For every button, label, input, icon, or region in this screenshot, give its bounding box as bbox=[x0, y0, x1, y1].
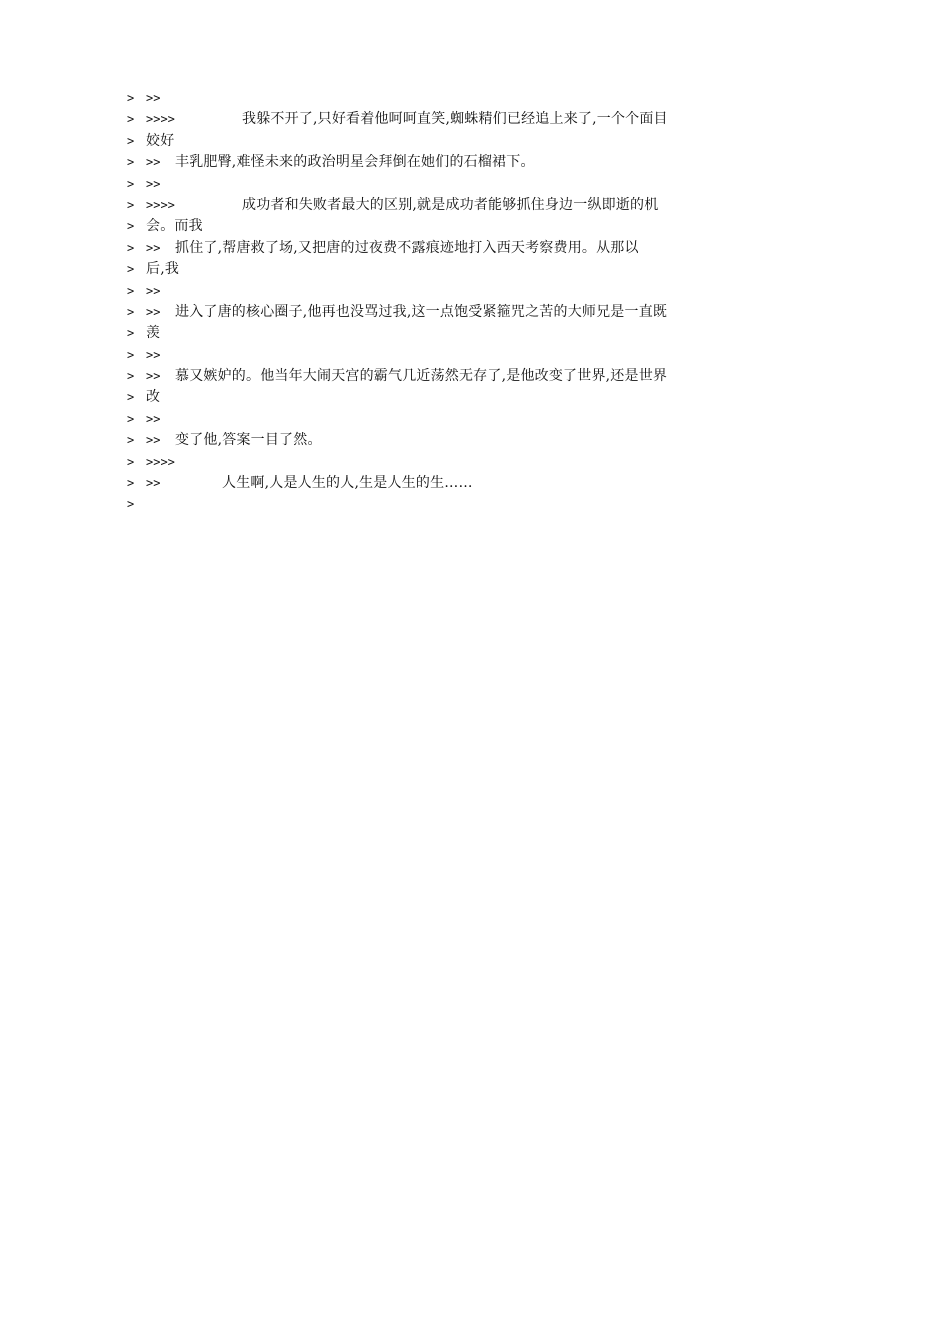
nested-quote-marker: >>>> bbox=[146, 454, 175, 469]
quote-marker: > bbox=[127, 133, 142, 148]
quote-line bbox=[127, 131, 827, 152]
quote-marker: > bbox=[127, 347, 142, 362]
quote-marker: > bbox=[127, 326, 142, 341]
quote-text: 姣好 bbox=[146, 132, 175, 149]
quote-line bbox=[127, 302, 827, 323]
quote-marker: > bbox=[127, 433, 142, 448]
quote-line bbox=[127, 494, 827, 515]
quote-marker: > bbox=[127, 155, 142, 170]
quote-text: 羡 bbox=[146, 325, 161, 342]
nested-quote-marker: >> bbox=[146, 91, 161, 105]
quote-text: 人生啊,人是人生的人,生是人生的生…… bbox=[222, 475, 473, 492]
quote-line bbox=[127, 238, 827, 259]
nested-quote-marker: >> bbox=[146, 240, 161, 255]
quote-text: 后,我 bbox=[146, 261, 180, 278]
quote-line bbox=[127, 88, 827, 109]
nested-quote-marker: >> bbox=[146, 347, 161, 362]
quote-line bbox=[127, 281, 827, 302]
quote-marker: > bbox=[127, 91, 142, 105]
quote-line bbox=[127, 473, 827, 494]
nested-quote-marker: >> bbox=[146, 283, 161, 298]
quote-line bbox=[127, 387, 827, 408]
quote-text: 改 bbox=[146, 389, 161, 406]
nested-quote-marker: >>>> bbox=[146, 197, 175, 212]
quote-marker: > bbox=[127, 390, 142, 405]
quote-marker: > bbox=[127, 369, 142, 384]
email-quote-body bbox=[127, 88, 827, 516]
quote-line bbox=[127, 259, 827, 280]
nested-quote-marker: >> bbox=[146, 476, 161, 491]
quote-line bbox=[127, 409, 827, 430]
quote-marker: > bbox=[127, 476, 142, 491]
quote-line bbox=[127, 430, 827, 451]
quote-text: 变了他,答案一目了然。 bbox=[175, 432, 322, 449]
quote-marker: > bbox=[127, 197, 142, 212]
quote-line bbox=[127, 152, 827, 173]
quote-line bbox=[127, 345, 827, 366]
quote-marker: > bbox=[127, 283, 142, 298]
nested-quote-marker: >> bbox=[146, 155, 161, 170]
quote-text: 会。而我 bbox=[146, 218, 203, 235]
quote-marker: > bbox=[127, 454, 142, 469]
quote-line bbox=[127, 366, 827, 387]
quote-text: 抓住了,帮唐救了场,又把唐的过夜费不露痕迹地打入西天考察费用。从那以 bbox=[175, 239, 639, 256]
quote-line bbox=[127, 195, 827, 216]
quote-marker: > bbox=[127, 112, 142, 127]
quote-marker: > bbox=[127, 304, 142, 319]
quote-text: 进入了唐的核心圈子,他再也没骂过我,这一点饱受紧箍咒之苦的大师兄是一直既 bbox=[175, 303, 668, 320]
nested-quote-marker: >>>> bbox=[146, 112, 175, 127]
quote-text: 成功者和失败者最大的区别,就是成功者能够抓住身边一纵即逝的机 bbox=[242, 196, 659, 213]
nested-quote-marker: >> bbox=[146, 369, 161, 384]
quote-text: 丰乳肥臀,难怪未来的政治明星会拜倒在她们的石榴裙下。 bbox=[175, 154, 535, 171]
quote-line bbox=[127, 109, 827, 130]
quote-marker: > bbox=[127, 176, 142, 191]
quote-line bbox=[127, 323, 827, 344]
nested-quote-marker: >> bbox=[146, 304, 161, 319]
nested-quote-marker: >> bbox=[146, 433, 161, 448]
nested-quote-marker: >> bbox=[146, 176, 161, 191]
quote-line bbox=[127, 216, 827, 237]
quote-marker: > bbox=[127, 411, 142, 426]
quote-text: 慕又嫉妒的。他当年大闹天宫的霸气几近荡然无存了,是他改变了世界,还是世界 bbox=[175, 368, 668, 385]
quote-line bbox=[127, 452, 827, 473]
quote-marker: > bbox=[127, 262, 142, 277]
quote-marker: > bbox=[127, 497, 135, 512]
quote-text: 我躲不开了,只好看着他呵呵直笑,蜘蛛精们已经追上来了,一个个面目 bbox=[242, 111, 668, 128]
quote-line bbox=[127, 174, 827, 195]
nested-quote-marker: >> bbox=[146, 411, 161, 426]
quote-marker: > bbox=[127, 219, 142, 234]
quote-marker: > bbox=[127, 240, 142, 255]
